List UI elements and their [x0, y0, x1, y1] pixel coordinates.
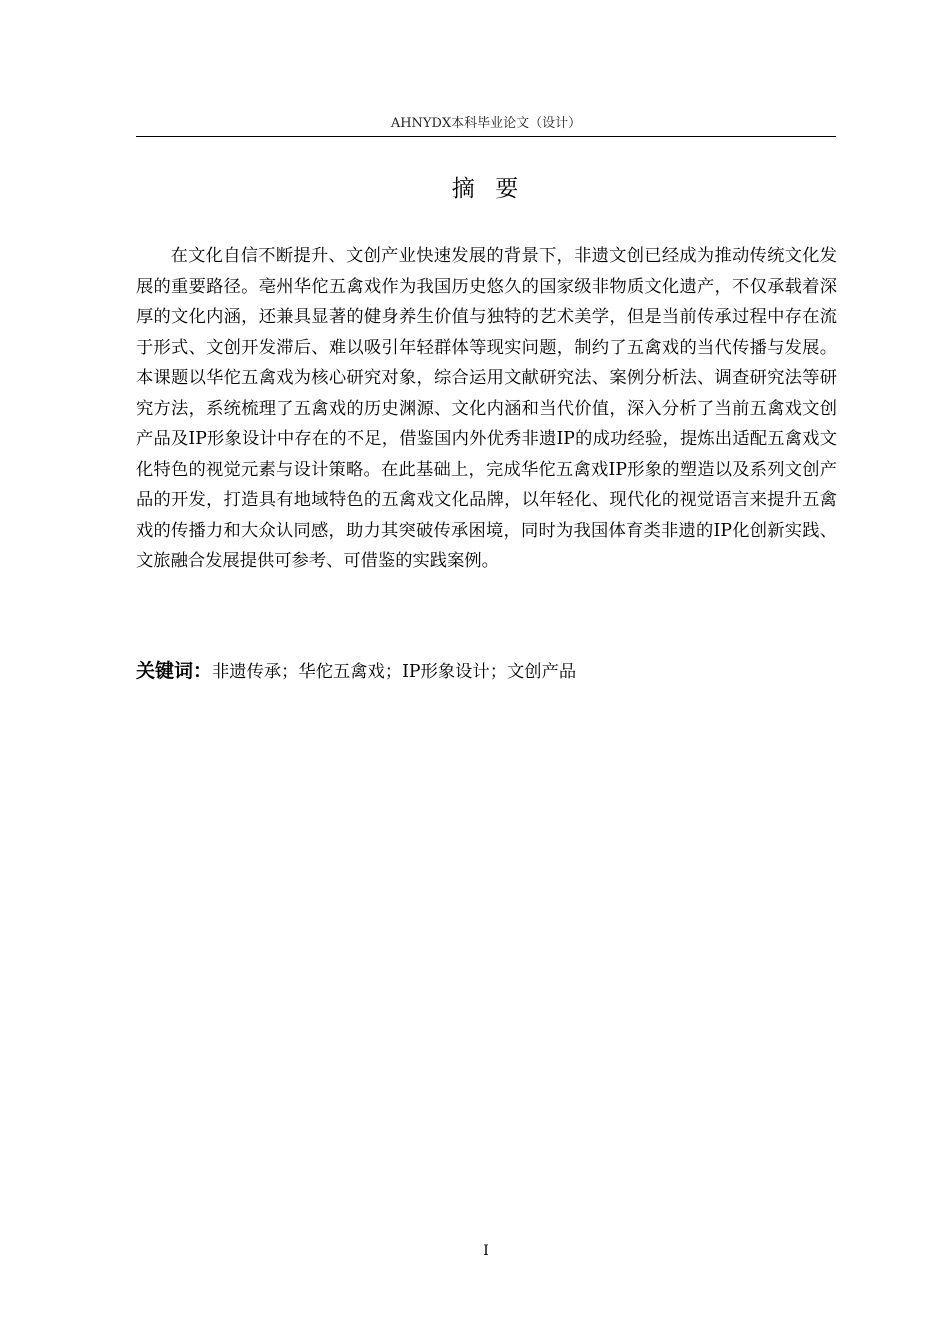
page-number: I: [483, 1243, 489, 1259]
keywords-label: 关键词：: [136, 660, 213, 682]
keywords-line: [136, 656, 837, 687]
abstract-body: 在文化自信不断提升、文创产业快速发展的背景下，非遗文创已经成为推动传统文化发展的重要路径。亳州华佗五禽戏作为我国历史悠久的国家级非物质文化遗产，不仅承载着深厚的文化内涵，还兼具显著的健身养生价值与独特的艺术美学，但是当前传承过程中存在流于形式、文创开发滞后、难以吸引年轻群体等现实问题，制约了五禽戏的当代传播与发展。本课题以华佗五禽戏为核心研究对象，综合运用文献研究法、案例分析法、调查研究法等研究方法，系统梳理了五禽戏的历史渊源、文化内涵和当代价值，深入分析了当前五禽戏文创产品及IP形象设计中存在的不足，借鉴国内外优秀非遗IP的成功经验，提炼出适配五禽戏文化特色的视觉元素与设计策略。在此基础上，完成华佗五禽戏IP形象的塑造以及系列文创产品的开发，打造具有地域特色的五禽戏文化品牌，以年轻化、现代化的视觉语言来提升五禽戏的传播力和大众认同感，助力其突破传承困境，同时为我国体育类非遗的IP化创新实践、文旅融合发展提供可参考、可借鉴的实践案例。: [136, 246, 837, 571]
abstract-title: 摘 要: [451, 176, 521, 202]
running-header: AHNYDX本科毕业论文（设计）: [390, 116, 582, 131]
keywords-value: 非遗传承；华佗五禽戏；IP形象设计；文创产品: [212, 662, 577, 682]
header-divider: [136, 136, 836, 137]
